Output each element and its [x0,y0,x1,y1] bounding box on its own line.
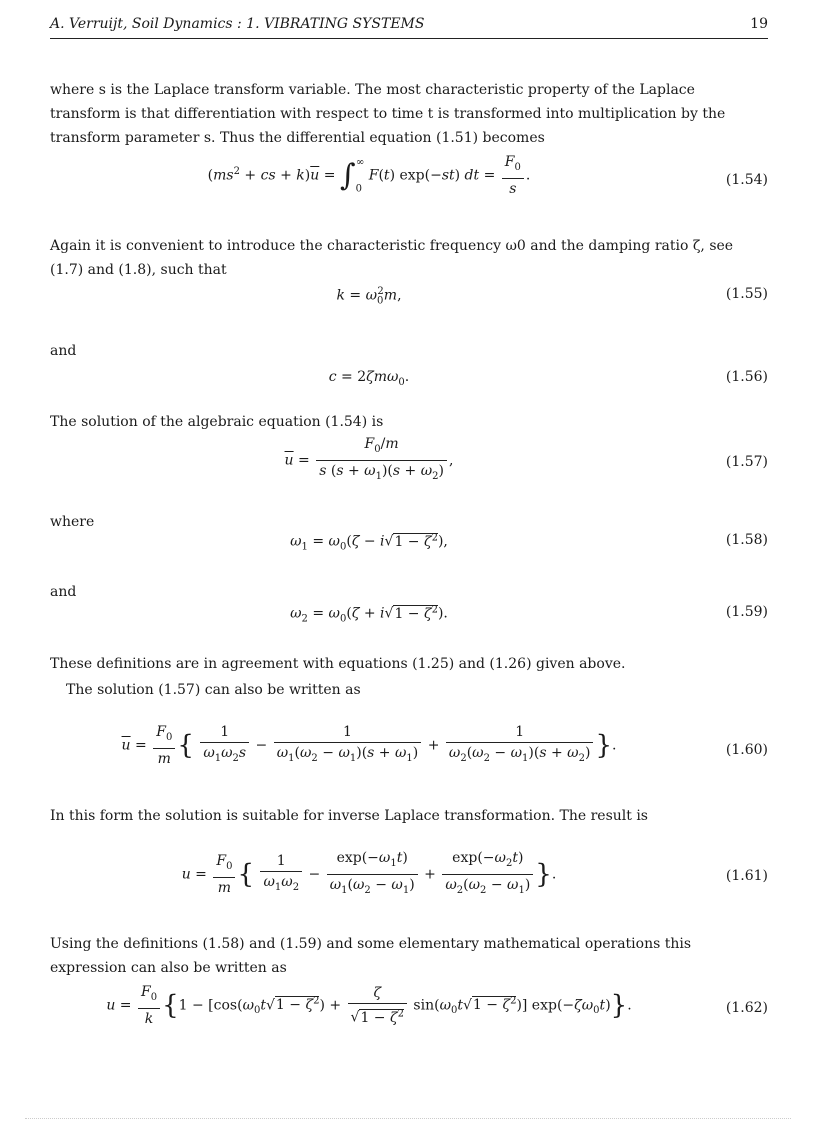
running-header [50,12,768,39]
equation-1-56: c = 2ζmω$_0$. (1.56) [328,369,768,388]
equation-number: (1.61) [725,868,768,884]
equation-number: (1.62) [725,1000,768,1016]
equation-1-55: $k = \omega_0^2m$, (1.55) [336,286,768,307]
paragraph-characteristic-frequency: Again it is convenient to introduce the characteristic frequency ω0 and the damping ratio ζ, see (1.7) and (1.8), such that [50,238,734,278]
text-where: where [50,514,95,530]
equation-1-61: u = $\frac{F_0}{m}$ { $\frac{1}{\omega_1\omega_2}$ − $\frac{\exp(-\omega_1t)}{\omega_1(\omega_2 - \omega_1)}$ + $\frac{\exp(-\omega_2t)}{\omega_2(\omega_2 - \omega_1)}$ }. (1.61) [181,850,768,896]
header-title: A. Verruijt, Soil Dynamics : 1. VIBRATING SYSTEMS [50,16,425,32]
equation-number: (1.57) [725,454,768,470]
paragraph-inverse-laplace: In this form the solution is suitable for inverse Laplace transformation. The result is [50,808,648,824]
equation-1-62: u = $\frac{F_0}{k}$ {$1 - [\cos(\omega_0t√1 - \zeta^2)$ + $\frac{\zeta}{√1 - \zeta^2}$ $\sin(\omega_0t√1 - \zeta^2)$] $\exp(-\zeta\omega_0t)$}. (1.62) [106,984,768,1027]
footer-divider [25,1118,791,1119]
text-and: and [50,343,77,359]
equation-1-54: ($ms^2$ + cs + $k)\overline{u} = \int_0^\infty$ F(t) exp(−st) dt = $\frac{F_0}{s}$ . (1.54) [207,154,768,197]
paragraph-alt-solution: The solution (1.57) can also be written as [66,682,361,698]
equation-1-57: $\overline{u}$ = $\frac{F_0/m}{s (s + \omega_1)(s + \omega_2)}$ , (1.57) [284,436,768,482]
paragraph-laplace-intro: where s is the Laplace transform variable. The most characteristic property of the Laplace transform is that differentiation with respect to time t is transformed into multiplication by the transform parameter s. Thus the differential equation (1.51) becomes [50,82,726,146]
equation-1-58: $\omega_1 = \omega_0(\zeta - i√1 - \zeta^2)$, (1.58) [290,532,768,553]
page-number: 19 [750,16,768,32]
equation-1-60: $\overline{u}$ = $\frac{F_0}{m}$ { $\frac{1}{\omega_1\omega_2s}$ − $\frac{1}{\omega_1(\omega_2 - \omega_1)(s + \omega_1)}$ + $\frac{1}{\omega_2(\omega_2 - \omega_1)(s + \omega_2)}$ }. (1.60) [121,724,768,767]
paragraph-elementary-operations: Using the definitions (1.58) and (1.59) and some elementary mathematical operations this expression can also be written as [50,936,692,976]
equation-number: (1.56) [725,369,768,385]
equation-number: (1.58) [725,532,768,548]
text-and: and [50,584,77,600]
equation-1-59: $\omega_2 = \omega_0(\zeta + i√1 - \zeta^2)$. (1.59) [290,604,768,625]
equation-number: (1.55) [725,286,768,302]
equation-number: (1.60) [725,742,768,758]
paragraph-solution: The solution of the algebraic equation (1.54) is [50,414,384,430]
equation-number: (1.59) [725,604,768,620]
paragraph-definitions-agree: These definitions are in agreement with equations (1.25) and (1.26) given above. [50,656,626,672]
equation-number: (1.54) [725,172,768,188]
